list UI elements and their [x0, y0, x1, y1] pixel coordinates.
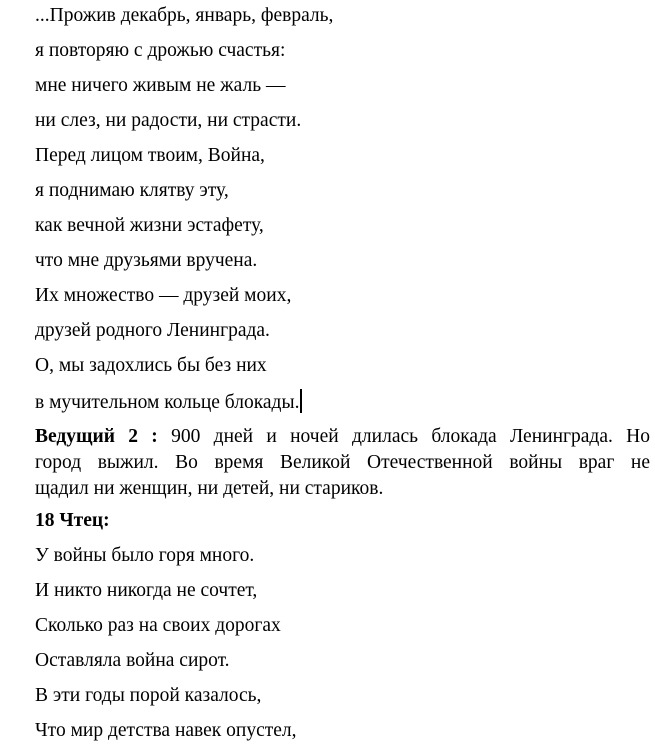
- poem-line: Перед лицом твоим, Война,: [35, 145, 265, 166]
- poem-line: ни слез, ни радости, ни страсти.: [35, 110, 302, 131]
- poem-line: я поднимаю клятву эту,: [35, 180, 229, 201]
- host-paragraph-line: [35, 424, 650, 450]
- host-paragraph-line: щадил ни женщин, ни детей, ни стариков.: [35, 478, 384, 499]
- poem-line: как вечной жизни эстафету,: [35, 215, 264, 236]
- poem-line: я повторяю с дрожью счастья:: [35, 40, 286, 61]
- poem-line: В эти годы порой казалось,: [35, 685, 262, 706]
- host-paragraph-line: город выжил. Во время Великой Отечественной войны враг не: [35, 452, 650, 473]
- poem-line: Оставляла война сирот.: [35, 650, 230, 671]
- reader-label: 18 Чтец:: [35, 510, 110, 531]
- poem-line: О, мы задохлись бы без них: [35, 355, 267, 376]
- poem-line: друзей родного Ленинграда.: [35, 320, 270, 341]
- poem-line: Сколько раз на своих дорогах: [35, 615, 281, 636]
- poem-line: Их множество — друзей моих,: [35, 285, 292, 306]
- poem-line: Что мир детства навек опустел,: [35, 720, 297, 741]
- poem-line-text: в мучительном кольце блокады.: [35, 392, 300, 413]
- poem-line-last: [35, 389, 302, 415]
- text-cursor: [300, 389, 302, 413]
- poem-line: что мне друзьями вручена.: [35, 250, 258, 271]
- poem-line: ...Прожив декабрь, январь, февраль,: [35, 5, 334, 26]
- host-label: Ведущий 2 :: [35, 426, 158, 447]
- host-text: 900 дней и ночей длилась блокада Ленинграда. Но: [157, 426, 650, 447]
- poem-line: И никто никогда не сочтет,: [35, 580, 258, 601]
- poem-line: У войны было горя много.: [35, 545, 255, 566]
- host-paragraph: [35, 424, 650, 502]
- poem-line: мне ничего живым не жаль —: [35, 75, 286, 96]
